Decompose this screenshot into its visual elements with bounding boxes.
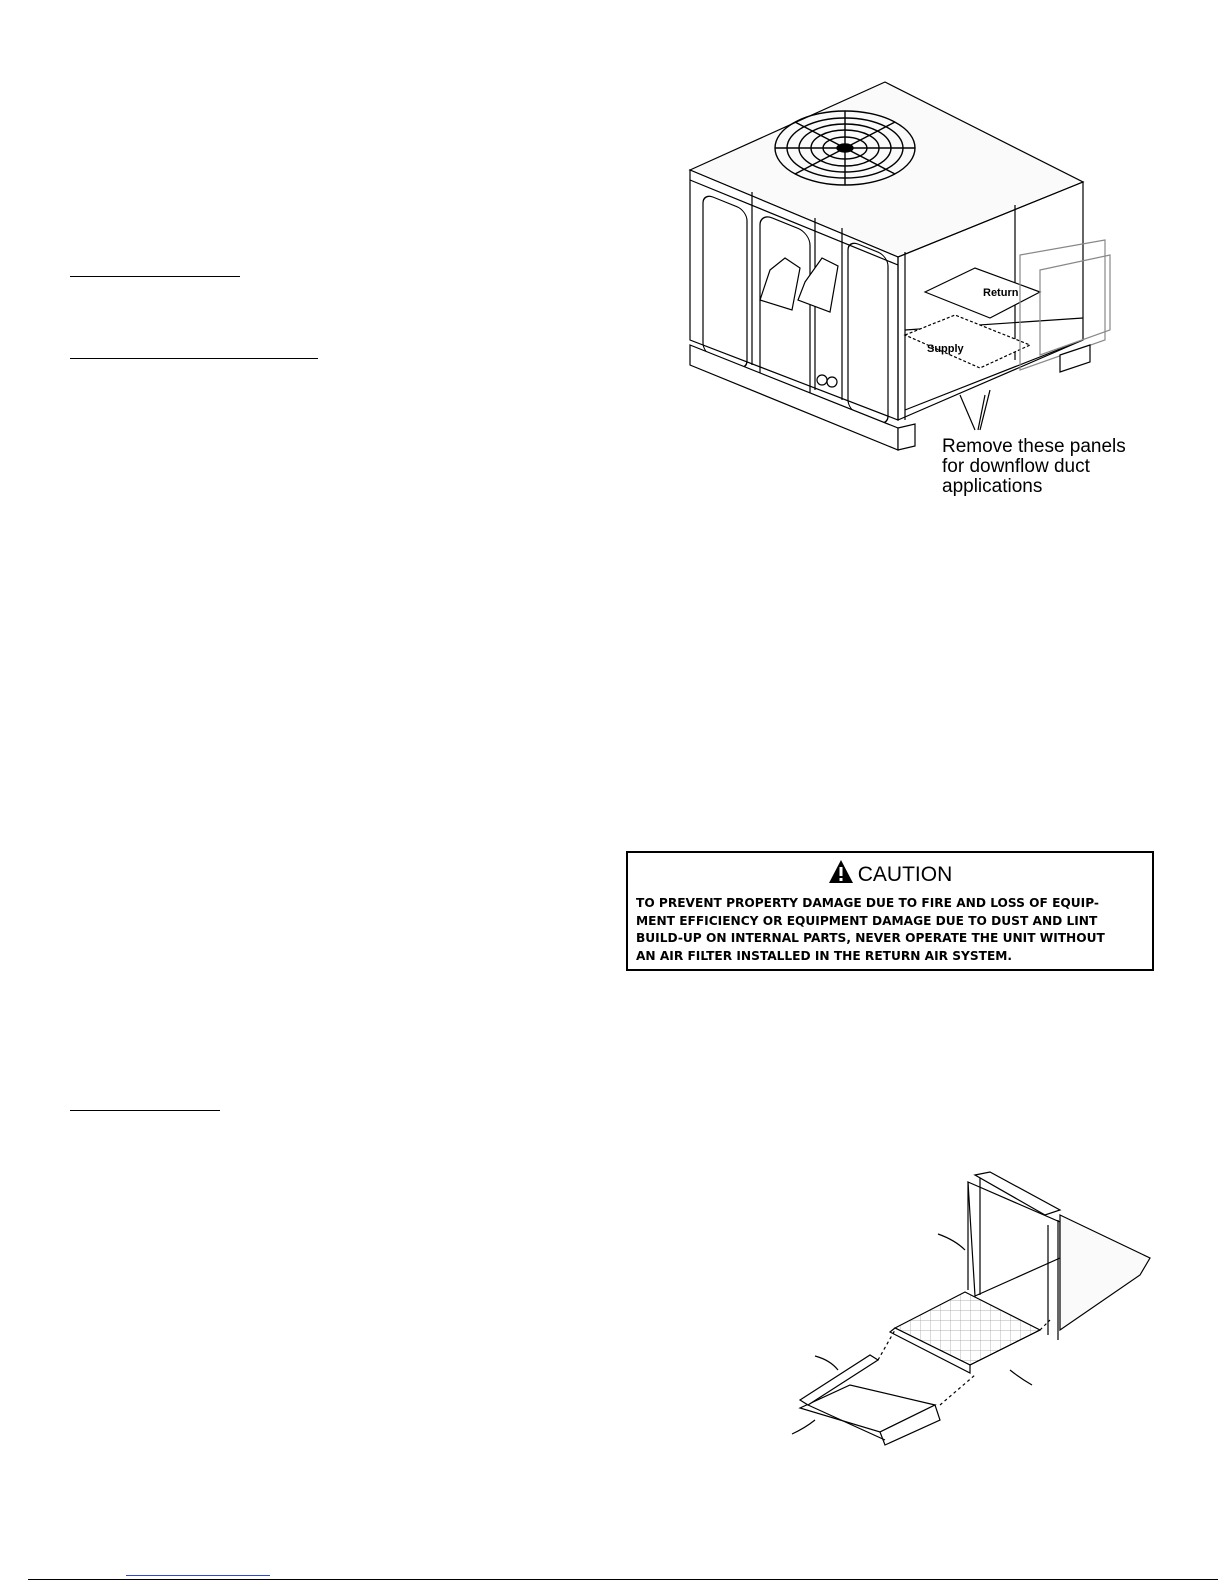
caution-line-2: MENT EFFICIENCY OR EQUIPMENT DAMAGE DUE TO DUST AND LINT	[636, 913, 1098, 928]
caution-heading	[628, 859, 1152, 887]
footer-link-underline[interactable]	[126, 1575, 270, 1576]
packaged-unit-illustration	[680, 75, 1120, 465]
fan-grille-icon	[775, 111, 915, 185]
heading-underline-1	[70, 276, 240, 277]
warning-triangle-icon	[828, 859, 854, 885]
heading-underline-3	[70, 1110, 220, 1111]
caution-text	[636, 895, 1144, 965]
supply-label: Supply	[927, 343, 964, 355]
caution-notice	[626, 851, 1154, 971]
caution-title: CAUTION	[857, 863, 953, 886]
panel-removal-callout	[942, 437, 1126, 497]
caution-line-1: TO PREVENT PROPERTY DAMAGE DUE TO FIRE AND LOSS OF EQUIP-	[636, 896, 1099, 910]
caution-line-4: AN AIR FILTER INSTALLED IN THE RETURN AIR SYSTEM.	[636, 948, 1013, 963]
filter-rack-illustration	[780, 1170, 1160, 1450]
callout-line-1: Remove these panels	[942, 436, 1126, 457]
caution-line-3: BUILD-UP ON INTERNAL PARTS, NEVER OPERATE THE UNIT WITHOUT	[636, 931, 1105, 945]
return-label: Return	[983, 287, 1019, 299]
heading-underline-2	[70, 358, 318, 359]
callout-line-2: for downflow duct	[942, 456, 1090, 477]
page-bottom-rule	[28, 1579, 1218, 1580]
callout-line-3: applications	[942, 476, 1043, 497]
